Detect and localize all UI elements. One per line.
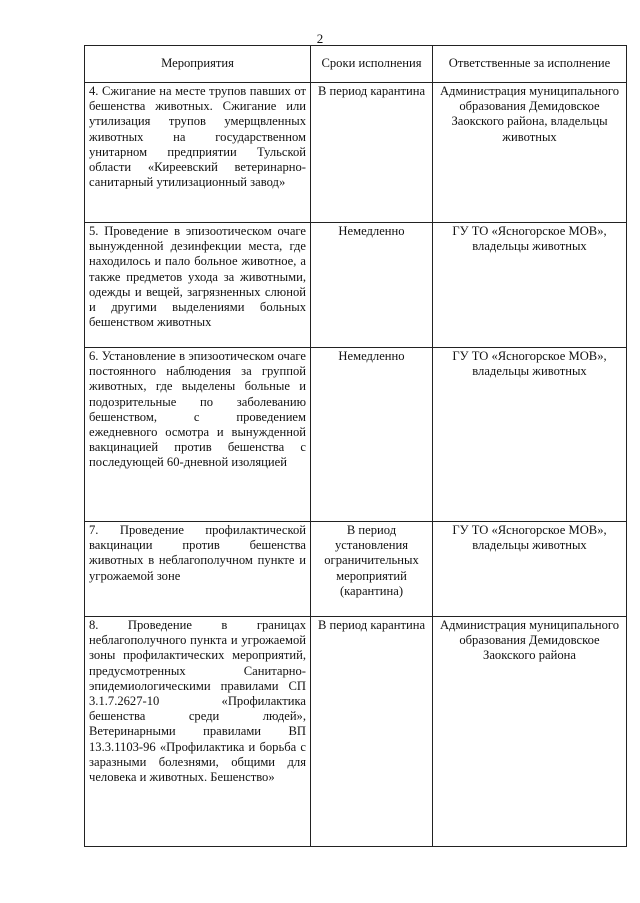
responsible-cell: ГУ ТО «Ясногорское МОВ», владельцы животных [433, 223, 627, 348]
header-measures: Мероприятия [85, 46, 311, 83]
deadline-cell: В период карантина [311, 83, 433, 223]
event-cell: 5. Проведение в эпизоотическом очаге вынужденной дезинфекции места, где находилось и пало больное животное, а также предметов ухода за животными, одежды и вещей, загрязненных слюной и другими выделениями больных бешенством животных [85, 223, 311, 348]
responsible-cell: ГУ ТО «Ясногорское МОВ», владельцы животных [433, 522, 627, 617]
deadline-cell: В период карантина [311, 617, 433, 847]
event-cell: 8. Проведение в границах неблагополучного пункта и угрожаемой зоны профилактических мероприятий, предусмотренных Санитарно-эпидемиологическими правилами СП 3.1.7.2627-10 «Профилактика бешенства среди людей», Ветеринарными правилами ВП 13.3.1103-96 «Профилактика и борьба с заразными болезнями, общими для человека и животных. Бешенство» [85, 617, 311, 847]
header-responsible: Ответственные за исполнение [433, 46, 627, 83]
event-cell: 6. Установление в эпизоотическом очаге постоянного наблюдения за группой животных, где выделены больные и подозрительные по заболеванию бешенством, с проведением ежедневного осмотра и вынужденной вакцинацией против бешенства с последующей 60-дневной изоляцией [85, 348, 311, 522]
deadline-cell: Немедленно [311, 223, 433, 348]
event-cell: 4. Сжигание на месте трупов павших от бешенства животных. Сжигание или утилизация трупов умерщвленных животных на государственном унитарном предприятии Тульской области «Киреевский ветеринарно-санитарный утилизационный завод» [85, 83, 311, 223]
responsible-cell: ГУ ТО «Ясногорское МОВ», владельцы животных [433, 348, 627, 522]
header-deadline: Сроки исполнения [311, 46, 433, 83]
deadline-cell: В период установления ограничительных мероприятий (карантина) [311, 522, 433, 617]
responsible-cell: Администрация муниципального образования Демидовское Заокского района [433, 617, 627, 847]
table-row [85, 348, 627, 522]
table-row [85, 522, 627, 617]
measures-table [84, 45, 627, 847]
page-number: 2 [316, 31, 324, 46]
event-cell: 7. Проведение профилактической вакцинации против бешенства животных в неблагополучном пункте и угрожаемой зоне [85, 522, 311, 617]
responsible-cell: Администрация муниципального образования Демидовское Заокского района, владельцы животных [433, 83, 627, 223]
deadline-cell: Немедленно [311, 348, 433, 522]
table-row [85, 617, 627, 847]
table-header-row [85, 46, 627, 83]
table-row [85, 83, 627, 223]
table-row [85, 223, 627, 348]
